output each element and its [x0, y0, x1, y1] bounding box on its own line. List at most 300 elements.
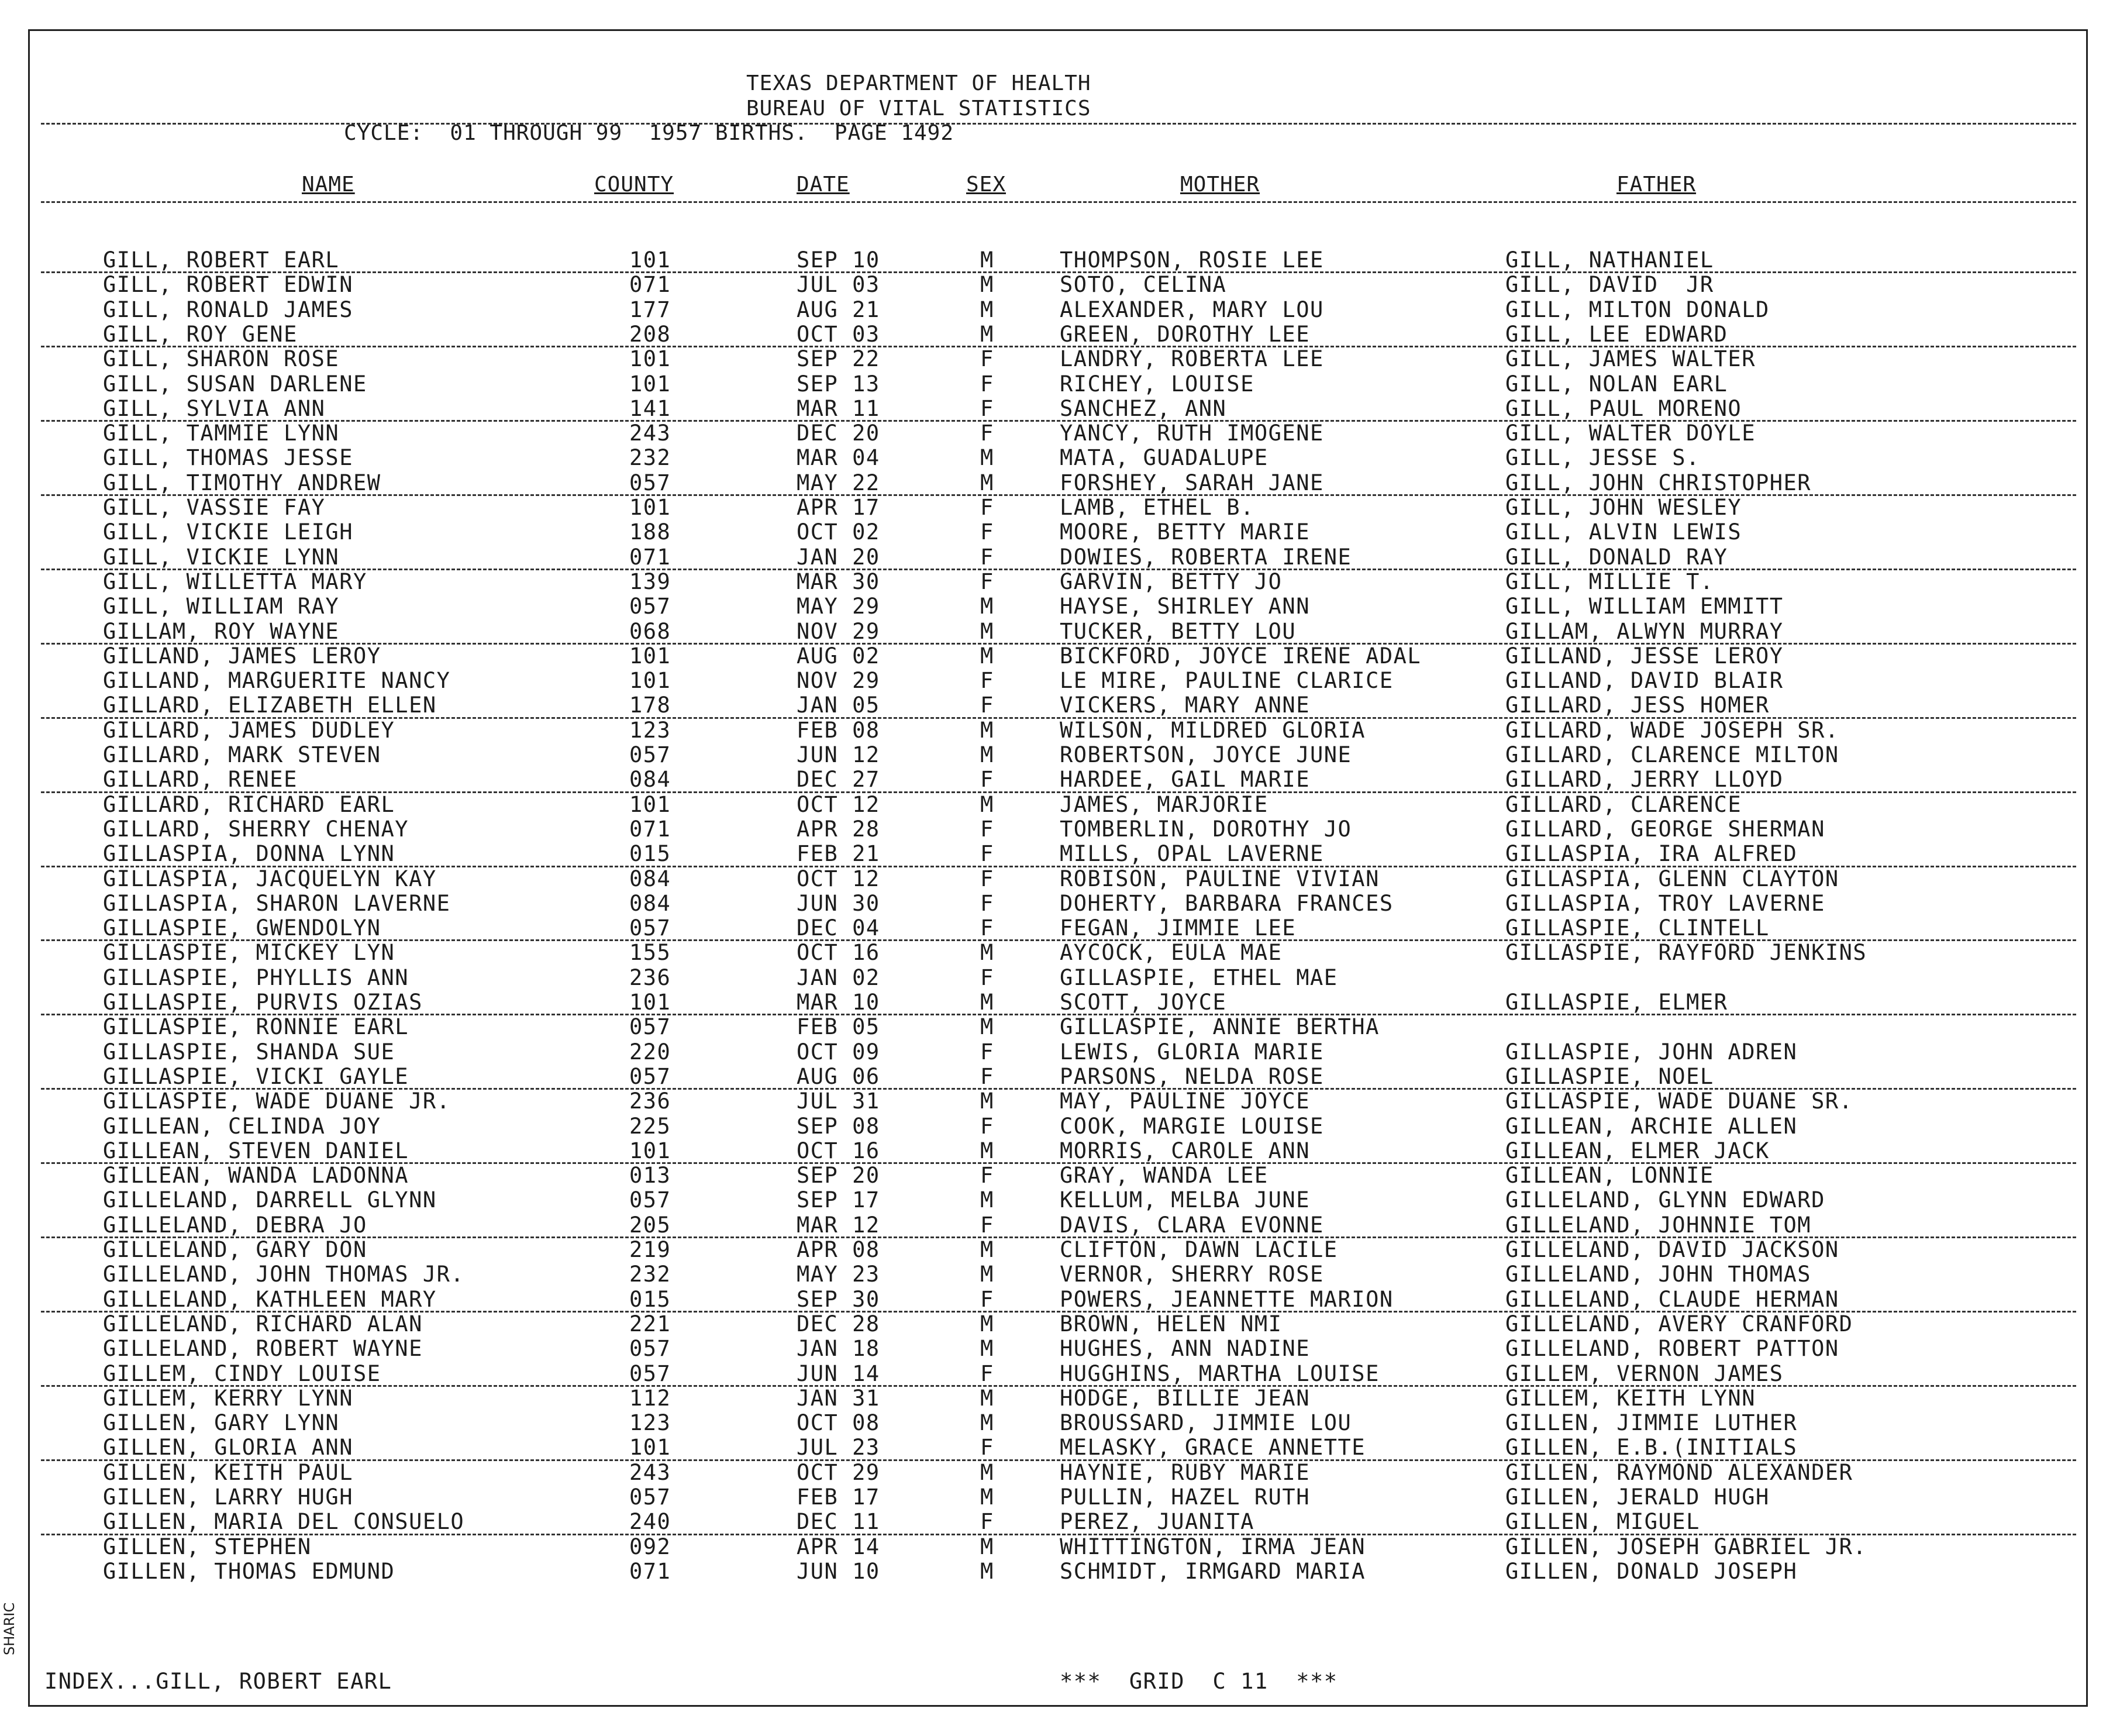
- row-separator: [41, 643, 2076, 645]
- cell-mother: COOK, MARGIE LOUISE: [1060, 1113, 1324, 1139]
- cell-name: GILLEN, GARY LYNN: [103, 1410, 340, 1436]
- cell-date: OCT 16: [797, 940, 880, 966]
- table-row: [0, 1337, 2113, 1361]
- cell-mother: VICKERS, MARY ANNE: [1060, 693, 1310, 718]
- table-row: [0, 1510, 2113, 1534]
- cell-date: OCT 12: [797, 791, 880, 817]
- table-row: [0, 1362, 2113, 1386]
- cell-sex: M: [980, 1459, 994, 1485]
- cell-mother: LANDRY, ROBERTA LEE: [1060, 346, 1324, 372]
- cell-sex: F: [980, 519, 994, 545]
- row-separator: [41, 1534, 2076, 1535]
- cell-mother: PULLIN, HAZEL RUTH: [1060, 1484, 1310, 1510]
- cell-date: MAR 12: [797, 1212, 880, 1238]
- table-row: [0, 966, 2113, 990]
- cell-county: 220: [629, 1039, 671, 1065]
- cell-date: NOV 29: [797, 668, 880, 694]
- cell-county: 139: [629, 569, 671, 594]
- cell-sex: F: [980, 915, 994, 941]
- index-label: INDEX...GILL, ROBERT EARL: [44, 1669, 392, 1694]
- table-row: [0, 594, 2113, 619]
- cell-name: GILL, RONALD JAMES: [103, 297, 353, 322]
- cell-mother: HODGE, BILLIE JEAN: [1060, 1385, 1310, 1411]
- cell-mother: ROBISON, PAULINE VIVIAN: [1060, 866, 1380, 891]
- cell-mother: TOMBERLIN, DOROTHY JO: [1060, 816, 1352, 842]
- cell-sex: M: [980, 1336, 994, 1362]
- cell-mother: MELASKY, GRACE ANNETTE: [1060, 1435, 1366, 1461]
- row-separator: [41, 1014, 2076, 1015]
- cell-date: JAN 18: [797, 1336, 880, 1362]
- cell-father: GILL, JAMES WALTER: [1505, 346, 1756, 372]
- cell-mother: GILLASPIE, ETHEL MAE: [1060, 965, 1338, 990]
- cell-sex: F: [980, 816, 994, 842]
- cell-father: GILLEAN, ARCHIE ALLEN: [1505, 1113, 1798, 1139]
- cell-sex: M: [980, 247, 994, 273]
- cell-name: GILLELAND, GARY DON: [103, 1237, 367, 1262]
- cell-name: GILLASPIE, GWENDOLYN: [103, 915, 381, 941]
- cell-date: DEC 11: [797, 1509, 880, 1535]
- table-row: [0, 1411, 2113, 1435]
- cell-name: GILLEAN, WANDA LADONNA: [103, 1163, 409, 1189]
- cell-date: NOV 29: [797, 618, 880, 644]
- table-row: [0, 347, 2113, 371]
- table-row: [0, 495, 2113, 520]
- cell-father: GILL, NATHANIEL: [1505, 247, 1714, 273]
- cell-name: GILLASPIE, WADE DUANE JR.: [103, 1089, 451, 1114]
- cell-date: JUN 30: [797, 890, 880, 916]
- cell-date: DEC 04: [797, 915, 880, 941]
- cell-county: 101: [629, 247, 671, 273]
- cell-sex: M: [980, 594, 994, 619]
- cell-sex: M: [980, 643, 994, 669]
- cell-sex: F: [980, 1163, 994, 1189]
- cell-mother: HAYNIE, RUBY MARIE: [1060, 1459, 1310, 1485]
- cell-mother: DOHERTY, BARBARA FRANCES: [1060, 890, 1394, 916]
- cell-name: GILL, SYLVIA ANN: [103, 395, 326, 421]
- table-row: [0, 1188, 2113, 1213]
- cell-father: GILLASPIE, ELMER: [1505, 990, 1728, 1015]
- cell-name: GILLASPIE, VICKI GAYLE: [103, 1063, 409, 1089]
- row-separator: [41, 346, 2076, 347]
- cell-county: 101: [629, 495, 671, 520]
- cell-name: GILLASPIE, MICKEY LYN: [103, 940, 395, 966]
- cell-name: GILLEN, THOMAS EDMUND: [103, 1558, 395, 1584]
- column-header-sex: SEX: [966, 173, 1006, 197]
- cell-county: 084: [629, 890, 671, 916]
- table-row: [0, 891, 2113, 916]
- table-row: [0, 743, 2113, 767]
- cell-father: GILL, DONALD RAY: [1505, 544, 1728, 570]
- cell-county: 084: [629, 866, 671, 891]
- cell-county: 015: [629, 1286, 671, 1312]
- cell-mother: PARSONS, NELDA ROSE: [1060, 1063, 1324, 1089]
- cell-name: GILLASPIE, PHYLLIS ANN: [103, 965, 409, 990]
- cell-mother: SOTO, CELINA: [1060, 272, 1227, 298]
- cell-date: AUG 21: [797, 297, 880, 322]
- table-row: [0, 793, 2113, 817]
- cell-name: GILLELAND, JOHN THOMAS JR.: [103, 1262, 465, 1287]
- cell-mother: MAY, PAULINE JOYCE: [1060, 1089, 1310, 1114]
- row-separator: [41, 569, 2076, 570]
- cell-name: GILLARD, ELIZABETH ELLEN: [103, 693, 437, 718]
- cell-sex: F: [980, 1360, 994, 1386]
- cell-name: GILLASPIE, SHANDA SUE: [103, 1039, 395, 1065]
- cell-father: GILLASPIA, TROY LAVERNE: [1505, 890, 1825, 916]
- cell-father: GILLAND, DAVID BLAIR: [1505, 668, 1784, 694]
- cell-father: GILLEN, JOSEPH GABRIEL JR.: [1505, 1534, 1867, 1559]
- cell-county: 013: [629, 1163, 671, 1189]
- cell-name: GILLASPIA, SHARON LAVERNE: [103, 890, 451, 916]
- cell-sex: F: [980, 421, 994, 446]
- cell-mother: AYCOCK, EULA MAE: [1060, 940, 1283, 966]
- cell-date: DEC 20: [797, 421, 880, 446]
- cell-sex: M: [980, 445, 994, 471]
- cell-mother: MOORE, BETTY MARIE: [1060, 519, 1310, 545]
- row-separator: [41, 717, 2076, 719]
- cell-father: GILL, WALTER DOYLE: [1505, 421, 1756, 446]
- table-row: [0, 1139, 2113, 1163]
- cell-sex: M: [980, 742, 994, 767]
- cell-sex: F: [980, 1039, 994, 1065]
- cell-county: 112: [629, 1385, 671, 1411]
- cell-mother: MATA, GUADALUPE: [1060, 445, 1269, 471]
- cell-sex: F: [980, 693, 994, 718]
- cell-county: 057: [629, 1484, 671, 1510]
- cell-date: FEB 17: [797, 1484, 880, 1510]
- cell-date: OCT 02: [797, 519, 880, 545]
- cell-date: APR 08: [797, 1237, 880, 1262]
- cell-date: MAR 10: [797, 990, 880, 1015]
- cell-father: GILLELAND, AVERY CRANFORD: [1505, 1311, 1853, 1337]
- cell-father: GILL, JOHN WESLEY: [1505, 495, 1742, 520]
- cell-father: GILLEAN, ELMER JACK: [1505, 1138, 1770, 1163]
- cell-name: GILLEM, KERRY LYNN: [103, 1385, 353, 1411]
- table-row: [0, 1089, 2113, 1114]
- cell-mother: BROWN, HELEN NMI: [1060, 1311, 1283, 1337]
- cell-date: JUL 23: [797, 1435, 880, 1461]
- cell-sex: M: [980, 1014, 994, 1040]
- cell-sex: M: [980, 791, 994, 817]
- table-row: [0, 990, 2113, 1015]
- cell-date: JAN 05: [797, 693, 880, 718]
- cell-sex: M: [980, 1311, 994, 1337]
- cell-sex: F: [980, 841, 994, 867]
- cell-father: GILL, MILLIE T.: [1505, 569, 1714, 594]
- cell-county: 057: [629, 1360, 671, 1386]
- row-separator: [41, 1385, 2076, 1387]
- table-row: [0, 1065, 2113, 1089]
- cell-father: GILL, JOHN CHRISTOPHER: [1505, 470, 1812, 495]
- cell-father: GILL, PAUL MORENO: [1505, 395, 1742, 421]
- cell-name: GILLEM, CINDY LOUISE: [103, 1360, 381, 1386]
- cell-date: JUN 14: [797, 1360, 880, 1386]
- cell-date: SEP 13: [797, 371, 880, 397]
- table-row: [0, 1312, 2113, 1337]
- cell-mother: GARVIN, BETTY JO: [1060, 569, 1283, 594]
- cell-county: 236: [629, 1089, 671, 1114]
- table-row: [0, 520, 2113, 545]
- table-row: [0, 1386, 2113, 1411]
- cell-mother: FEGAN, JIMMIE LEE: [1060, 915, 1297, 941]
- table-row: [0, 446, 2113, 470]
- table-row: [0, 718, 2113, 743]
- cell-name: GILL, ROY GENE: [103, 321, 298, 347]
- cell-mother: HAYSE, SHIRLEY ANN: [1060, 594, 1310, 619]
- cell-name: GILLEN, KEITH PAUL: [103, 1459, 353, 1485]
- cell-mother: DOWIES, ROBERTA IRENE: [1060, 544, 1352, 570]
- cell-date: MAY 22: [797, 470, 880, 495]
- cell-county: 101: [629, 668, 671, 694]
- cell-father: GILLEN, MIGUEL: [1505, 1509, 1700, 1535]
- cell-date: JUL 31: [797, 1089, 880, 1114]
- cell-sex: F: [980, 1435, 994, 1461]
- cell-county: 068: [629, 618, 671, 644]
- cell-name: GILLEN, STEPHEN: [103, 1534, 312, 1559]
- cell-father: GILLEN, E.B.(INITIALS: [1505, 1435, 1798, 1461]
- cell-county: 243: [629, 421, 671, 446]
- cell-date: OCT 03: [797, 321, 880, 347]
- cell-county: 101: [629, 346, 671, 372]
- cell-date: JAN 20: [797, 544, 880, 570]
- cell-county: 057: [629, 915, 671, 941]
- cell-county: 221: [629, 1311, 671, 1337]
- table-row: [0, 693, 2113, 718]
- cell-mother: JAMES, MARJORIE: [1060, 791, 1269, 817]
- table-row: [0, 1238, 2113, 1262]
- cell-name: GILL, ROBERT EARL: [103, 247, 340, 273]
- cell-sex: F: [980, 495, 994, 520]
- cell-father: GILLELAND, CLAUDE HERMAN: [1505, 1286, 1839, 1312]
- cell-date: MAR 11: [797, 395, 880, 421]
- cell-sex: F: [980, 866, 994, 891]
- cell-date: SEP 10: [797, 247, 880, 273]
- cell-county: 240: [629, 1509, 671, 1535]
- cell-father: GILLARD, WADE JOSEPH SR.: [1505, 717, 1839, 743]
- column-header-name: NAME: [302, 173, 355, 197]
- cell-county: 123: [629, 1410, 671, 1436]
- cell-father: GILL, LEE EDWARD: [1505, 321, 1728, 347]
- cell-sex: F: [980, 1509, 994, 1535]
- cell-date: AUG 02: [797, 643, 880, 669]
- cell-sex: M: [980, 1138, 994, 1163]
- cell-sex: M: [980, 1484, 994, 1510]
- cell-father: GILLEN, DONALD JOSEPH: [1505, 1558, 1798, 1584]
- table-row: [0, 817, 2113, 842]
- cell-name: GILL, WILLIAM RAY: [103, 594, 340, 619]
- cell-father: GILLASPIE, CLINTELL: [1505, 915, 1770, 941]
- table-row: [0, 644, 2113, 669]
- side-label: SHARIC: [1, 1602, 18, 1655]
- cell-date: SEP 30: [797, 1286, 880, 1312]
- cell-mother: YANCY, RUTH IMOGENE: [1060, 421, 1324, 446]
- table-row: [0, 916, 2113, 941]
- cell-name: GILL, THOMAS JESSE: [103, 445, 353, 471]
- cell-name: GILL, TAMMIE LYNN: [103, 421, 340, 446]
- table-row: [0, 372, 2113, 397]
- cell-father: GILL, MILTON DONALD: [1505, 297, 1770, 322]
- cell-name: GILLEAN, STEVEN DANIEL: [103, 1138, 409, 1163]
- cell-date: OCT 09: [797, 1039, 880, 1065]
- cell-sex: F: [980, 346, 994, 372]
- cell-mother: GREEN, DOROTHY LEE: [1060, 321, 1310, 347]
- table-row: [0, 1213, 2113, 1238]
- cell-date: OCT 12: [797, 866, 880, 891]
- cell-date: AUG 06: [797, 1063, 880, 1089]
- cell-name: GILL, SHARON ROSE: [103, 346, 340, 372]
- cell-name: GILL, VASSIE FAY: [103, 495, 326, 520]
- table-row: [0, 1461, 2113, 1485]
- row-separator: [41, 791, 2076, 793]
- cell-county: 071: [629, 272, 671, 298]
- cell-mother: RICHEY, LOUISE: [1060, 371, 1254, 397]
- cell-mother: BROUSSARD, JIMMIE LOU: [1060, 1410, 1352, 1436]
- cell-mother: LE MIRE, PAULINE CLARICE: [1060, 668, 1394, 694]
- cell-county: 015: [629, 841, 671, 867]
- cell-date: MAY 23: [797, 1262, 880, 1287]
- cell-county: 101: [629, 990, 671, 1015]
- cell-name: GILLAND, MARGUERITE NANCY: [103, 668, 451, 694]
- cell-name: GILLEN, MARIA DEL CONSUELO: [103, 1509, 465, 1535]
- cell-mother: SANCHEZ, ANN: [1060, 395, 1227, 421]
- cell-father: GILL, WILLIAM EMMITT: [1505, 594, 1784, 619]
- cell-county: 084: [629, 767, 671, 793]
- cell-mother: KELLUM, MELBA JUNE: [1060, 1187, 1310, 1213]
- department-title: TEXAS DEPARTMENT OF HEALTH: [746, 71, 1091, 95]
- cell-date: MAY 29: [797, 594, 880, 619]
- cell-mother: CLIFTON, DAWN LACILE: [1060, 1237, 1338, 1262]
- cell-father: GILLELAND, JOHN THOMAS: [1505, 1262, 1812, 1287]
- cell-county: 225: [629, 1113, 671, 1139]
- cell-sex: F: [980, 890, 994, 916]
- cell-sex: F: [980, 544, 994, 570]
- table-row: [0, 1015, 2113, 1039]
- cell-sex: M: [980, 1237, 994, 1262]
- cell-mother: SCOTT, JOYCE: [1060, 990, 1227, 1015]
- cell-county: 057: [629, 1336, 671, 1362]
- cell-mother: MORRIS, CAROLE ANN: [1060, 1138, 1310, 1163]
- table-row: [0, 273, 2113, 297]
- cell-sex: M: [980, 1262, 994, 1287]
- cell-date: SEP 20: [797, 1163, 880, 1189]
- cell-county: 188: [629, 519, 671, 545]
- cell-name: GILL, TIMOTHY ANDREW: [103, 470, 381, 495]
- cell-sex: F: [980, 1063, 994, 1089]
- row-separator: [41, 494, 2076, 496]
- cell-sex: F: [980, 395, 994, 421]
- cell-county: 205: [629, 1212, 671, 1238]
- cell-county: 123: [629, 717, 671, 743]
- cell-father: GILLEN, JIMMIE LUTHER: [1505, 1410, 1798, 1436]
- cell-name: GILL, ROBERT EDWIN: [103, 272, 353, 298]
- table-row: [0, 1485, 2113, 1510]
- cell-father: GILLELAND, GLYNN EDWARD: [1505, 1187, 1825, 1213]
- cell-father: GILLEAN, LONNIE: [1505, 1163, 1714, 1189]
- cell-sex: F: [980, 965, 994, 990]
- cell-father: GILLEN, JERALD HUGH: [1505, 1484, 1770, 1510]
- table-row: [0, 669, 2113, 693]
- cell-date: JUL 03: [797, 272, 880, 298]
- cell-father: GILLEM, VERNON JAMES: [1505, 1360, 1784, 1386]
- cell-mother: HUGHES, ANN NADINE: [1060, 1336, 1310, 1362]
- cell-county: 101: [629, 791, 671, 817]
- cell-date: DEC 28: [797, 1311, 880, 1337]
- cell-mother: SCHMIDT, IRMGARD MARIA: [1060, 1558, 1366, 1584]
- cell-county: 057: [629, 742, 671, 767]
- cell-mother: ALEXANDER, MARY LOU: [1060, 297, 1324, 322]
- cell-name: GILL, WILLETTA MARY: [103, 569, 367, 594]
- cell-mother: TUCKER, BETTY LOU: [1060, 618, 1297, 644]
- row-separator: [41, 1088, 2076, 1090]
- cell-mother: VERNOR, SHERRY ROSE: [1060, 1262, 1324, 1287]
- cell-mother: WHITTINGTON, IRMA JEAN: [1060, 1534, 1366, 1559]
- cell-father: GILLARD, CLARENCE: [1505, 791, 1742, 817]
- row-separator: [41, 1459, 2076, 1461]
- cell-sex: M: [980, 321, 994, 347]
- cycle-page-line: CYCLE: 01 THROUGH 99 1957 BIRTHS. PAGE 1492: [344, 121, 954, 145]
- cell-county: 177: [629, 297, 671, 322]
- cell-father: GILLEN, RAYMOND ALEXANDER: [1505, 1459, 1853, 1485]
- cell-county: 232: [629, 445, 671, 471]
- cell-name: GILL, VICKIE LYNN: [103, 544, 340, 570]
- cell-county: 141: [629, 395, 671, 421]
- cell-father: GILLARD, JERRY LLOYD: [1505, 767, 1784, 793]
- cell-date: FEB 08: [797, 717, 880, 743]
- cell-mother: LEWIS, GLORIA MARIE: [1060, 1039, 1324, 1065]
- cell-father: GILLASPIE, NOEL: [1505, 1063, 1714, 1089]
- cell-date: OCT 16: [797, 1138, 880, 1163]
- cell-father: GILL, DAVID JR: [1505, 272, 1714, 298]
- table-row: [0, 941, 2113, 965]
- cell-mother: PEREZ, JUANITA: [1060, 1509, 1254, 1535]
- table-row: [0, 619, 2113, 644]
- cell-county: 071: [629, 816, 671, 842]
- cell-father: GILLAM, ALWYN MURRAY: [1505, 618, 1784, 644]
- row-separator: [41, 271, 2076, 273]
- cell-county: 236: [629, 965, 671, 990]
- cell-sex: M: [980, 717, 994, 743]
- table-row: [0, 322, 2113, 347]
- cell-father: GILL, ALVIN LEWIS: [1505, 519, 1742, 545]
- bureau-title: BUREAU OF VITAL STATISTICS: [746, 97, 1091, 120]
- cell-date: OCT 08: [797, 1410, 880, 1436]
- cell-mother: HUGGHINS, MARTHA LOUISE: [1060, 1360, 1380, 1386]
- cell-name: GILLARD, JAMES DUDLEY: [103, 717, 395, 743]
- cell-father: GILLELAND, ROBERT PATTON: [1505, 1336, 1839, 1362]
- cell-name: GILLARD, MARK STEVEN: [103, 742, 381, 767]
- table-row: [0, 421, 2113, 446]
- row-separator: [41, 1236, 2076, 1238]
- table-row: [0, 1040, 2113, 1065]
- cell-county: 208: [629, 321, 671, 347]
- cell-sex: M: [980, 1534, 994, 1559]
- cell-date: SEP 08: [797, 1113, 880, 1139]
- cell-mother: GRAY, WANDA LEE: [1060, 1163, 1269, 1189]
- column-header-date: DATE: [797, 173, 850, 197]
- cell-date: APR 17: [797, 495, 880, 520]
- table-row: [0, 248, 2113, 273]
- table-row: [0, 1114, 2113, 1139]
- cell-date: JUN 10: [797, 1558, 880, 1584]
- table-row: [0, 1262, 2113, 1287]
- table-row: [0, 570, 2113, 594]
- cell-mother: POWERS, JEANNETTE MARION: [1060, 1286, 1394, 1312]
- row-separator: [41, 1162, 2076, 1164]
- cell-name: GILLEN, LARRY HUGH: [103, 1484, 353, 1510]
- cell-name: GILLEAN, CELINDA JOY: [103, 1113, 381, 1139]
- cell-sex: M: [980, 1558, 994, 1584]
- cell-county: 057: [629, 1014, 671, 1040]
- cell-sex: M: [980, 1187, 994, 1213]
